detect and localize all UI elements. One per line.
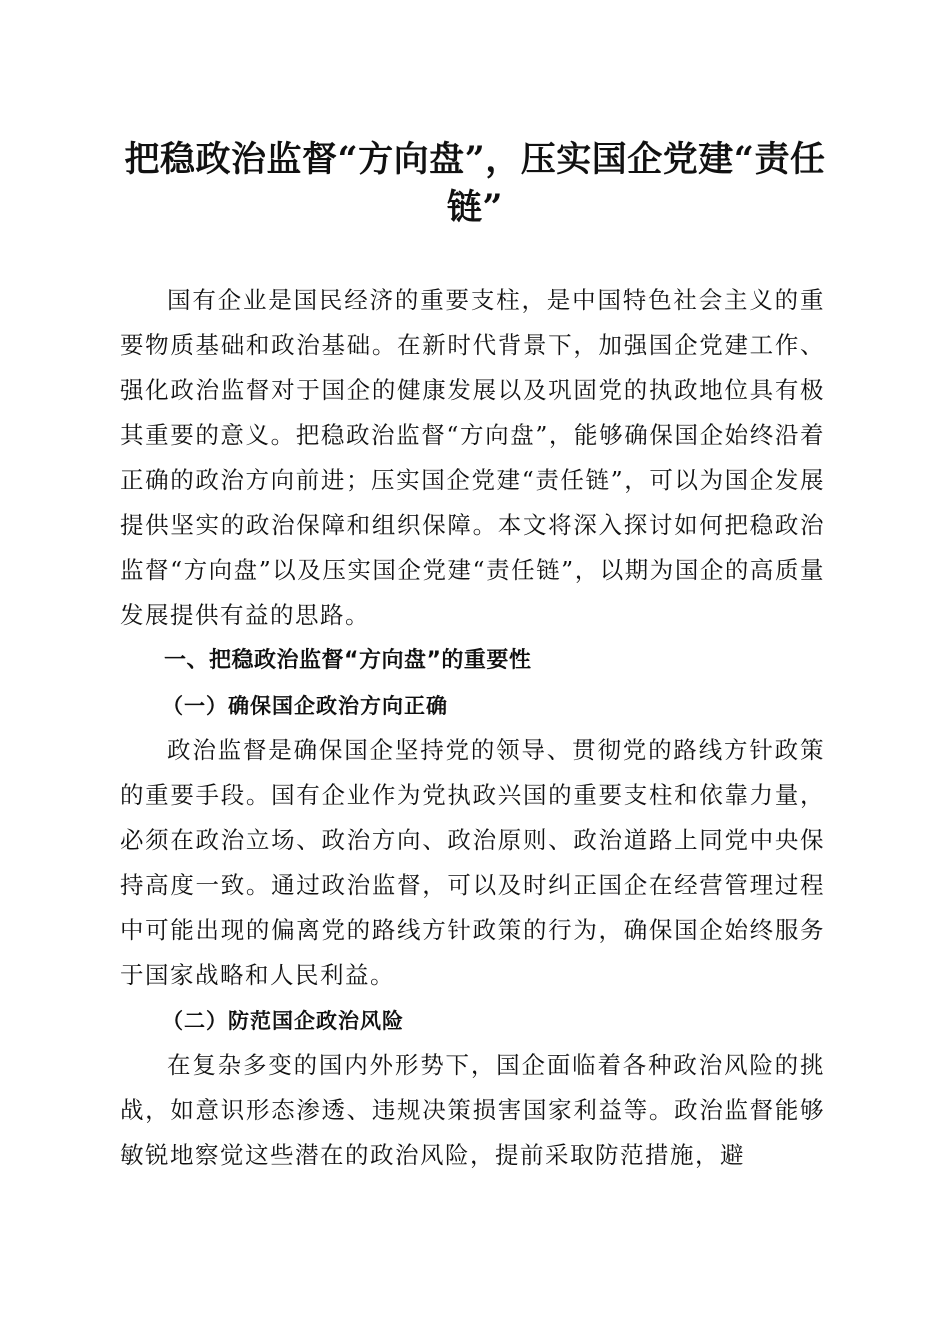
section-heading: 一、把稳政治监督“方向盘”的重要性 — [164, 648, 532, 673]
document-title: 把稳政治监督“方向盘”，压实国企党建“责任链” — [124, 139, 826, 228]
subsection-paragraph: 在复杂多变的国内外形势下，国企面临着各种政治风险的挑战，如意识形态渗透、违规决策损害国家利益等。政治监督能够敏锐地察觉这些潜在的政治风险，提前采取防范措施，避 — [120, 1051, 825, 1169]
subsection-heading: （二）防范国企政治风险 — [162, 1008, 404, 1033]
subsection-paragraph: 政治监督是确保国企坚持党的领导、贯彻党的路线方针政策的重要手段。国有企业作为党执政兴国的重要支柱和依靠力量，必须在政治立场、政治方向、政治原则、政治道路上同党中央保持高度一致。通过政治监督，可以及时纠正国企在经营管理过程中可能出现的偏离党的路线方针政策的行为，确保国企始终服务于国家战略和人民利益。 — [120, 736, 825, 989]
intro-paragraph: 国有企业是国民经济的重要支柱，是中国特色社会主义的重要物质基础和政治基础。在新时代背景下，加强国企党建工作、强化政治监督对于国企的健康发展以及巩固党的执政地位具有极其重要的意义。把稳政治监督“方向盘”，能够确保国企始终沿着正确的政治方向前进；压实国企党建“责任链”，可以为国企发展提供坚实的政治保障和组织保障。本文将深入探讨如何把稳政治监督“方向盘”以及压实国企党建“责任链”，以期为国企的高质量发展提供有益的思路。 — [120, 286, 825, 629]
document-body — [120, 278, 825, 1178]
subsection-heading: （一）确保国企政治方向正确 — [162, 693, 448, 718]
